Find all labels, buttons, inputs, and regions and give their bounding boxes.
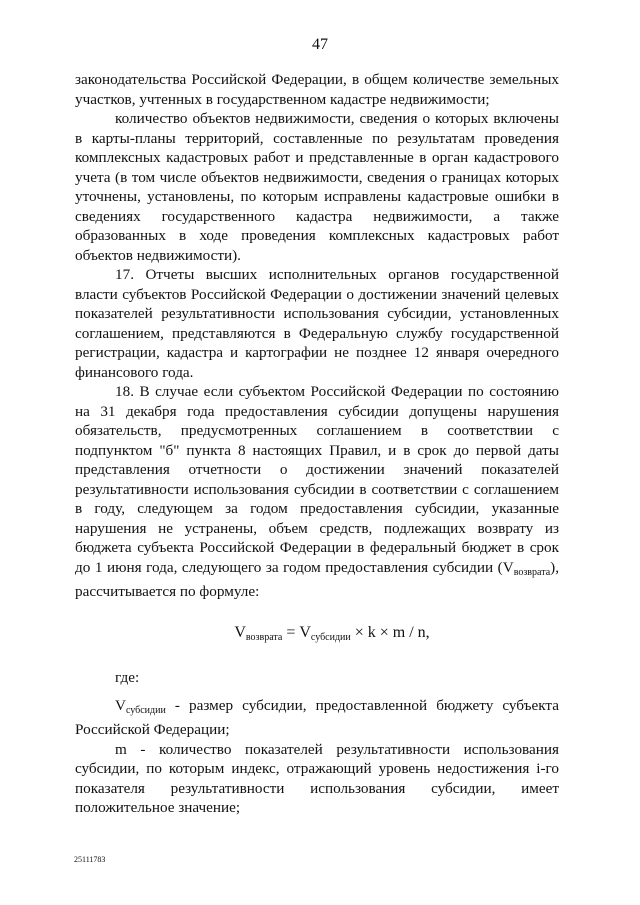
paragraph-item-18 (75, 382, 559, 602)
item-18-text: 18. В случае если субъектом Российской Федерации по состоянию на 31 декабря года предоставления субсидии допущены нарушения обязательств, предусмотренных соглашением в соответствии с подпунктом "б" пункта 8 настоящих Правил, и в срок до первой даты представления отчетности о достижении значений показателей результативности использования субсидии в соответствии с соглашением в году, следующем за годом предоставления субсидии, указанные нарушения не устранены, объем средств, подлежащих возврату из бюджета субъекта Российской Федерации в федеральный бюджет в срок до 1 июня года, следующего за годом предоставления субсидии (V (75, 383, 559, 576)
item-18-tail: ), рассчитывается по формуле: (75, 558, 559, 600)
formula-rhs-tail: × k × m / n, (350, 623, 430, 641)
document-code: 25111783 (74, 855, 106, 864)
formula-rhs-subscript: субсидии (310, 631, 351, 643)
where-label: где: (115, 669, 140, 686)
definition-text: - размер субсидии, предоставленной бюджету субъекта Российской Федерации; (75, 696, 559, 738)
formula-equals: = V (282, 623, 311, 641)
formula-lhs: V (234, 623, 246, 641)
paragraph-land-plots: законодательства Российской Федерации, в общем количестве земельных участков, учтенных в государственном кадастре недвижимости; (75, 71, 559, 108)
paragraph-real-estate-count: количество объектов недвижимости, сведения о которых включены в карты-планы территорий, составленные по результатам проведения комплексных кадастровых работ и представленные в орган кадастрового учета (в том числе объектов недвижимости, сведения о границах которых уточнены, установлены, по которым исправлены кадастровые ошибки в сведениях государственного кадастра недвижимости, а также образованных в ходе проведения комплексных кадастровых работ объектов недвижимости). (75, 110, 559, 264)
document-body (75, 70, 559, 818)
definition-symbol: V (115, 696, 126, 714)
formula-lhs-subscript: возврата (245, 631, 283, 643)
definition-v-subsidy (75, 696, 559, 740)
definition-m: m - количество показателей результативности использования субсидии, по которым индекс, отражающий уровень недостижения i-го показателя результативности использования субсидии, имеет положительное значение; (75, 740, 559, 816)
paragraph-item-17: 17. Отчеты высших исполнительных органов государственной власти субъектов Российской Федерации о достижении значений целевых показателей результативности использования субсидии, установленных соглашением, представляются в Федеральную службу государственной регистрации, кадастра и картографии не позднее 12 января очередного финансового года. (75, 266, 559, 381)
formula (75, 623, 559, 648)
page-number: 47 (312, 36, 328, 53)
item-18-subscript: возврата (513, 566, 551, 578)
definition-subscript: субсидии (125, 704, 166, 716)
